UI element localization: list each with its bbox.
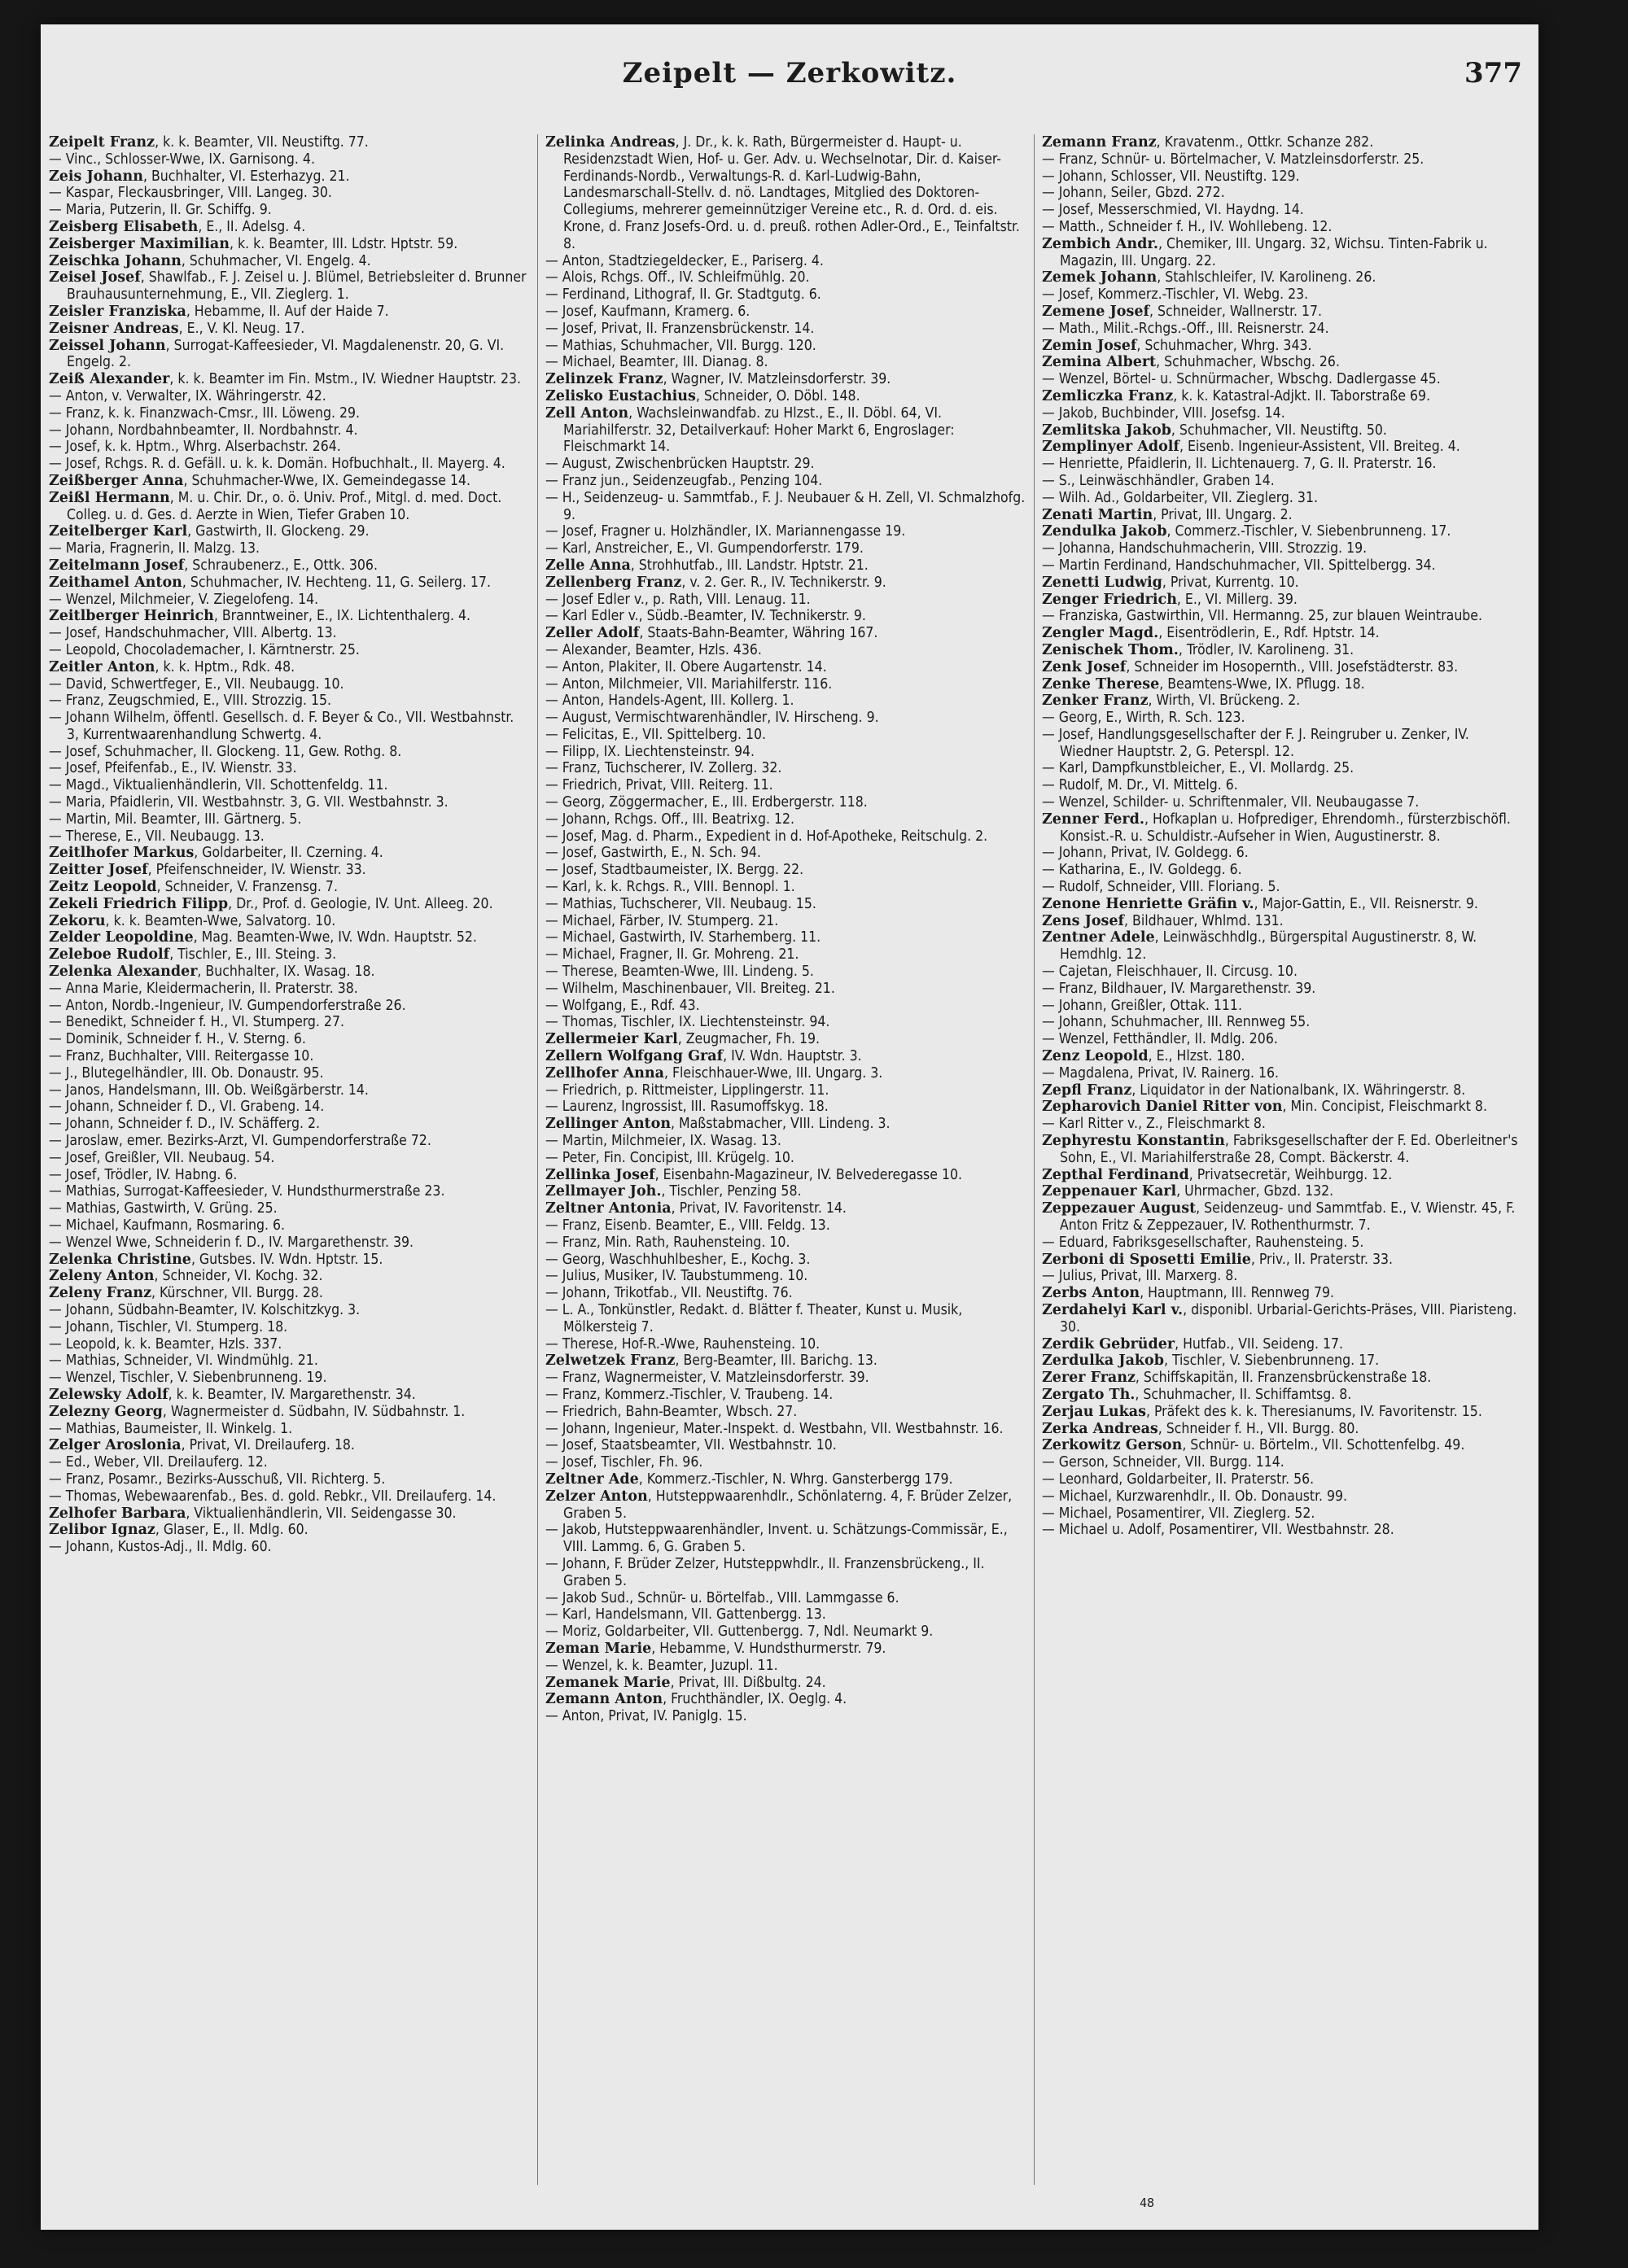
column-divider — [1034, 134, 1035, 2185]
directory-entry: — Laurenz, Ingrossist, III. Rasumoffskyg. 18. — [545, 1099, 829, 1116]
directory-entry: — Mathias, Baumeister, II. Winkelg. 1. — [49, 1420, 293, 1437]
directory-entry: Zelisko Eustachius, Schneider, O. Döbl. 148. — [545, 387, 860, 404]
directory-entry: — Eduard, Fabriksgesellschafter, Rauhensteing. 5. — [1042, 1234, 1364, 1251]
directory-entry: Zeißl Hermann, M. u. Chir. Dr., o. ö. Univ. Prof., Mitgl. d. med. Doct. Colleg. u. d. Ges. d. Aerzte in Wien, Tiefer Graben 10. — [49, 489, 502, 523]
directory-entry: — Franz, Posamr., Bezirks-Ausschuß, VII. Richterg. 5. — [49, 1470, 386, 1488]
directory-page — [41, 24, 1538, 2230]
directory-entry: — Johanna, Handschuhmacherin, VIII. Strozzig. 19. — [1042, 540, 1368, 557]
column-3 — [1042, 134, 1522, 2185]
directory-entry: — Peter, Fin. Concipist, III. Krügelg. 10. — [545, 1149, 794, 1166]
directory-entry: — Magd., Viktualienhändlerin, VII. Schottenfeldg. 11. — [49, 777, 388, 794]
directory-entry: Zeißberger Anna, Schuhmacher-Wwe, IX. Gemeindegasse 14. — [49, 472, 471, 489]
directory-entry: Zens Josef, Bildhauer, Whlmd. 131. — [1042, 912, 1284, 929]
directory-entry: — Julius, Privat, III. Marxerg. 8. — [1042, 1268, 1238, 1285]
directory-entry: — Franz, Tuchscherer, IV. Zollerg. 32. — [545, 760, 782, 777]
directory-entry: Zemplinyer Adolf, Eisenb. Ingenieur-Assistent, VII. Breiteg. 4. — [1042, 439, 1460, 456]
directory-entry: Zeisler Franziska, Hebamme, II. Auf der Haide 7. — [49, 303, 389, 320]
directory-entry: — Josef, Messerschmied, VI. Haydng. 14. — [1042, 202, 1304, 219]
directory-entry: Zeis Johann, Buchhalter, VI. Esterhazyg. 21. — [49, 168, 350, 185]
directory-entry: Zenker Franz, Wirth, VI. Brückeng. 2. — [1042, 693, 1301, 710]
directory-entry: Zerkowitz Gerson, Schnür- u. Börtelm., VII. Schottenfelbg. 49. — [1042, 1437, 1465, 1454]
directory-entry: — Josef, Fragner u. Holzhändler, IX. Mariannengasse 19. — [545, 523, 906, 540]
directory-entry: Zell Anton, Wachsleinwandfab. zu Hlzst., E., II. Döbl. 64, VI. Mariahilferstr. 32, Detailverkauf: Hoher Markt 6, Engroslager: Fleischmarkt 14. — [545, 404, 955, 456]
directory-entry: Zemek Johann, Stahlschleifer, IV. Karolineng. 26. — [1042, 269, 1376, 286]
directory-entry: — Jakob, Hutsteppwaarenhändler, Invent. u. Schätzungs-Commissär, E., VIII. Lammg. 6, G. Graben 5. — [545, 1522, 1008, 1556]
directory-entry: — Franziska, Gastwirthin, VII. Hermanng. 25, zur blauen Weintraube. — [1042, 608, 1482, 625]
directory-entry: Zerboni di Sposetti Emilie, Priv., II. Praterstr. 33. — [1042, 1251, 1394, 1268]
directory-entry: Zengler Magd., Eisentrödlerin, E., Rdf. Hptstr. 14. — [1042, 625, 1380, 642]
directory-entry: — Josef, Mag. d. Pharm., Expedient in d. Hof-Apotheke, Reitschulg. 2. — [545, 828, 988, 845]
directory-entry: — August, Vermischtwarenhändler, IV. Hirscheng. 9. — [545, 710, 879, 727]
directory-entry: Zerjau Lukas, Präfekt des k. k. Theresianums, IV. Favoritenstr. 15. — [1042, 1403, 1482, 1420]
directory-entry: — Josef, Trödler, IV. Habng. 6. — [49, 1166, 238, 1183]
directory-entry: — Michael, Kaufmann, Rosmaring. 6. — [49, 1217, 285, 1234]
page-title: Zeipelt — Zerkowitz. — [622, 57, 957, 90]
directory-entry: Zerdik Gebrüder, Hutfab., VII. Seideng. 17. — [1042, 1335, 1344, 1352]
directory-entry: Zeiß Alexander, k. k. Beamter im Fin. Mstm., IV. Wiedner Hauptstr. 23. — [49, 371, 522, 388]
directory-entry: Zergato Th., Schuhmacher, II. Schiffamtsg. 8. — [1042, 1386, 1352, 1403]
directory-entry: — Josef, Pfeifenfab., E., IV. Wienstr. 33. — [49, 760, 297, 777]
directory-entry: — Michael, Beamter, III. Dianag. 8. — [545, 354, 768, 371]
page-number: 377 — [1464, 57, 1522, 90]
directory-entry: — Friedrich, Privat, VIII. Reiterg. 11. — [545, 777, 773, 794]
directory-entry: — Josef Edler v., p. Rath, VIII. Lenaug. 11. — [545, 591, 811, 608]
directory-entry: Zelinka Andreas, J. Dr., k. k. Rath, Bürgermeister d. Haupt- u. Residenzstadt Wien, Hof- u. Ger. Adv. u. Wechselnotar, Dir. d. Kaiser-Ferdinands-Nordb., Verwaltungs-R. d. Karl-Ludwig-Bahn, Landesmarschall-Stellv. d. nö. Landtages, Mitglied des Doktoren-Collegiums, mehrerer gemeinnütziger Vereine etc., R. d. Ord. d. eis. Krone, d. Franz Josefs-Ord. u. d. preuß. rothen Adler-Ord., E., Teinfaltstr. 8. — [545, 134, 1020, 252]
directory-entry: — Math., Milit.-Rchgs.-Off., III. Reisnerstr. 24. — [1042, 320, 1329, 337]
directory-entry: Zenischek Thom., Trödler, IV. Karolineng. 31. — [1042, 641, 1354, 658]
directory-entry: Zeppenauer Karl, Uhrmacher, Gbzd. 132. — [1042, 1183, 1334, 1200]
directory-entry: — Mathias, Tuchscherer, VII. Neubaug. 15. — [545, 895, 816, 912]
directory-entry: — Johann, Schuhmacher, III. Rennweg 55. — [1042, 1014, 1311, 1031]
directory-entry: Zelger Aroslonia, Privat, VI. Dreilauferg. 18. — [49, 1437, 355, 1454]
directory-entry: — Franz, Kommerz.-Tischler, V. Traubeng. 14. — [545, 1386, 834, 1403]
directory-entry: — Wenzel, Schilder- u. Schriftenmaler, VII. Neubaugasse 7. — [1042, 794, 1420, 811]
directory-entry: — Wenzel, Tischler, V. Siebenbrunneng. 19. — [49, 1370, 327, 1387]
directory-entry: Zenke Therese, Beamtens-Wwe, IX. Pflugg. 18. — [1042, 675, 1365, 693]
directory-entry: — Anna Marie, Kleidermacherin, II. Praterstr. 38. — [49, 980, 358, 997]
directory-entry: — Ed., Weber, VII. Dreilauferg. 12. — [49, 1454, 268, 1471]
directory-entry: Zerdulka Jakob, Tischler, V. Siebenbrunneng. 17. — [1042, 1352, 1380, 1370]
directory-entry: — Johann, Trikotfab., VII. Neustiftg. 76. — [545, 1285, 793, 1302]
directory-entry: Zemann Anton, Fruchthändler, IX. Oeglg. 4. — [545, 1691, 847, 1708]
directory-entry: — Johann, Südbahn-Beamter, IV. Kolschitzkyg. 3. — [49, 1301, 361, 1318]
directory-entry: — Josef, Handlungsgesellschafter der F. J. Reingruber u. Zenker, IV. Wiedner Hauptstr. 2, G. Peterspl. 12. — [1042, 726, 1469, 760]
directory-entry: — Johann, Kustos-Adj., II. Mdlg. 60. — [49, 1539, 272, 1556]
directory-entry: Zelenka Alexander, Buchhalter, IX. Wasag. 18. — [49, 964, 375, 981]
directory-entry: Zembich Andr., Chemiker, III. Ungarg. 32, Wichsu. Tinten-Fabrik u. Magazin, III. Ungarg. 22. — [1042, 235, 1488, 269]
directory-entry: — Josef, Privat, II. Franzensbrückenstr. 14. — [545, 320, 815, 337]
directory-entry: Zeitelmann Josef, Schraubenerz., E., Ottk. 306. — [49, 557, 378, 574]
column-1 — [49, 134, 529, 2185]
directory-entry: Zemliczka Franz, k. k. Katastral-Adjkt. II. Taborstraße 69. — [1042, 387, 1431, 404]
directory-entry: — Jakob, Buchbinder, VIII. Josefsg. 14. — [1042, 404, 1285, 422]
directory-entry: — Anton, Handels-Agent, III. Kollerg. 1. — [545, 693, 794, 710]
directory-entry: Zellinger Anton, Maßstabmacher, VIII. Lindeng. 3. — [545, 1116, 891, 1133]
directory-entry: — Martin, Mil. Beamter, III. Gärtnerg. 5. — [49, 811, 302, 828]
directory-entry: — Mathias, Schuhmacher, VII. Burgg. 120. — [545, 337, 816, 354]
column-2 — [545, 134, 1026, 2185]
directory-entry: — Martin Ferdinand, Handschuhmacher, VII. Spittelbergg. 34. — [1042, 557, 1436, 574]
directory-entry: Zeipelt Franz, k. k. Beamter, VII. Neustiftg. 77. — [49, 134, 369, 151]
directory-entry: — L. A., Tonkünstler, Redakt. d. Blätter f. Theater, Kunst u. Musik, Mölkersteig 7. — [545, 1301, 963, 1335]
directory-entry: — Michael, Kurzwarenhdlr., II. Ob. Donaustr. 99. — [1042, 1488, 1347, 1505]
directory-entry: — Franz, Min. Rath, Rauhensteing. 10. — [545, 1234, 790, 1251]
directory-entry: — Johann, Schneider f. D., VI. Grabeng. 14. — [49, 1099, 325, 1116]
directory-entry: Zelinzek Franz, Wagner, IV. Matzleinsdorferstr. 39. — [545, 371, 891, 388]
directory-entry: Zeitlhofer Markus, Goldarbeiter, II. Czerning. 4. — [49, 845, 383, 862]
directory-entry: — Michael, Gastwirth, IV. Starhemberg. 11. — [545, 929, 821, 946]
directory-entry: — Johann, Seiler, Gbzd. 272. — [1042, 185, 1225, 202]
directory-entry: — Johann, Ingenieur, Mater.-Inspekt. d. Westbahn, VII. Westbahnstr. 16. — [545, 1420, 1004, 1437]
directory-entry: — Karl Edler v., Südb.-Beamter, IV. Technikerstr. 9. — [545, 608, 866, 625]
directory-entry: Zenger Friedrich, E., VI. Millerg. 39. — [1042, 591, 1298, 608]
directory-entry: — Franz, Bildhauer, IV. Margarethenstr. 39. — [1042, 980, 1316, 997]
directory-entry: — Michael, Färber, IV. Stumperg. 21. — [545, 912, 779, 929]
directory-entry: — Therese, Beamten-Wwe, III. Lindeng. 5. — [545, 964, 814, 981]
directory-entry: — Anton, Milchmeier, VII. Mariahilferstr. 116. — [545, 675, 833, 693]
directory-entry: Zekeli Friedrich Filipp, Dr., Prof. d. Geologie, IV. Unt. Alleeg. 20. — [49, 895, 493, 912]
directory-entry: — Anton, Plakiter, II. Obere Augartenstr. 14. — [545, 658, 827, 675]
directory-entry: — Wenzel, Fetthändler, II. Mdlg. 206. — [1042, 1031, 1278, 1048]
directory-entry: — Karl, Anstreicher, E., VI. Gumpendorferstr. 179. — [545, 540, 864, 557]
directory-entry: — S., Leinwäschhändler, Graben 14. — [1042, 472, 1275, 489]
directory-entry: Zellenberg Franz, v. 2. Ger. R., IV. Technikerstr. 9. — [545, 574, 886, 591]
directory-entry: — Franz jun., Seidenzeugfab., Penzing 104. — [545, 472, 823, 489]
directory-entry: Zeisberger Maximilian, k. k. Beamter, III. Ldstr. Hptstr. 59. — [49, 235, 458, 252]
directory-entry: Zenetti Ludwig, Privat, Kurrentg. 10. — [1042, 574, 1299, 591]
directory-entry: — Friedrich, Bahn-Beamter, Wbsch. 27. — [545, 1403, 798, 1420]
directory-entry: — Friedrich, p. Rittmeister, Lipplingerstr. 11. — [545, 1082, 829, 1099]
directory-entry: — Ferdinand, Lithograf, II. Gr. Stadtgutg. 6. — [545, 286, 821, 304]
directory-entry: — Leopold, k. k. Beamter, Hzls. 337. — [49, 1335, 282, 1352]
directory-entry: — Wenzel Wwe, Schneiderin f. D., IV. Margarethenstr. 39. — [49, 1234, 414, 1251]
directory-entry: — Franz, Wagnermeister, V. Matzleinsdorferstr. 39. — [545, 1370, 869, 1387]
directory-entry: — Felicitas, E., VII. Spittelberg. 10. — [545, 726, 766, 743]
directory-entry: — Johann, Nordbahnbeamter, II. Nordbahnstr. 4. — [49, 422, 358, 439]
directory-entry: Zelhofer Barbara, Viktualienhändlerin, VII. Seidengasse 30. — [49, 1505, 457, 1522]
directory-entry: Zeitlberger Heinrich, Branntweiner, E., IX. Lichtenthalerg. 4. — [49, 608, 470, 625]
directory-entry: — Mathias, Schneider, VI. Windmühlg. 21. — [49, 1352, 318, 1370]
directory-entry: — Josef, Rchgs. R. d. Gefäll. u. k. k. Domän. Hofbuchhalt., II. Mayerg. 4. — [49, 456, 505, 473]
directory-entry: Zelewsky Adolf, k. k. Beamter, IV. Margarethenstr. 34. — [49, 1386, 416, 1403]
directory-entry: Zeissel Johann, Surrogat-Kaffeesieder, VI. Magdalenenstr. 20, G. VI. Engelg. 2. — [49, 337, 505, 371]
directory-entry: — Vinc., Schlosser-Wwe, IX. Garnisong. 4. — [49, 151, 315, 168]
directory-entry: — Thomas, Webewaarenfab., Bes. d. gold. Rebkr., VII. Dreilauferg. 14. — [49, 1488, 497, 1505]
directory-entry: Zenone Henriette Gräfin v., Major-Gattin, E., VII. Reisnerstr. 9. — [1042, 895, 1478, 912]
printer-signature: 48 — [1140, 2196, 1155, 2210]
directory-entry: Zentner Adele, Leinwäschhdlg., Bürgerspital Augustinerstr. 8, W. Hemdhlg. 12. — [1042, 929, 1477, 964]
directory-entry: — Henriette, Pfaidlerin, II. Lichtenauerg. 7, G. II. Praterstr. 16. — [1042, 456, 1437, 473]
directory-entry: Zerbs Anton, Hauptmann, III. Rennweg 79. — [1042, 1285, 1334, 1302]
directory-entry: — Thomas, Tischler, IX. Liechtensteinstr. 94. — [545, 1014, 830, 1031]
directory-entry: Zephyrestu Konstantin, Fabriksgesellschafter der F. Ed. Oberleitner's Sohn, E., VI. Mariahilferstraße 28, Compt. Bäckerstr. 4. — [1042, 1133, 1518, 1166]
directory-entry: — Dominik, Schneider f. H., V. Sterng. 6. — [49, 1031, 306, 1048]
directory-entry: — Franz, k. k. Finanzwach-Cmsr., III. Löweng. 29. — [49, 404, 360, 422]
directory-entry: — Josef, Tischler, Fh. 96. — [545, 1454, 703, 1471]
directory-entry: Zeitz Leopold, Schneider, V. Franzensg. 7. — [49, 879, 338, 896]
directory-entry: — Franz, Zeugschmied, E., VIII. Strozzig. 15. — [49, 693, 332, 710]
directory-entry: — Matth., Schneider f. H., IV. Wohllebeng. 12. — [1042, 218, 1333, 235]
directory-entry: Zeleny Franz, Kürschner, VII. Burgg. 28. — [49, 1285, 323, 1302]
directory-entry: Zekoru, k. k. Beamten-Wwe, Salvatorg. 10. — [49, 912, 336, 929]
directory-entry: — Josef, k. k. Hptm., Whrg. Alserbachstr. 264. — [49, 439, 341, 456]
directory-entry: — Michael u. Adolf, Posamentirer, VII. Westbahnstr. 28. — [1042, 1522, 1394, 1539]
directory-entry: Zeleboe Rudolf, Tischler, E., III. Steing. 3. — [49, 946, 337, 964]
directory-entry: — Johann, Schlosser, VII. Neustiftg. 129. — [1042, 168, 1300, 185]
directory-entry: — Johann, Schneider f. D., IV. Schäfferg. 2. — [49, 1116, 320, 1133]
directory-entry: Zelibor Ignaz, Glaser, E., II. Mdlg. 60. — [49, 1522, 309, 1539]
directory-entry: Zelder Leopoldine, Mag. Beamten-Wwe, IV. Wdn. Hauptstr. 52. — [49, 929, 477, 946]
directory-entry: Zendulka Jakob, Commerz.-Tischler, V. Siebenbrunneng. 17. — [1042, 523, 1451, 540]
directory-entry: — Leopold, Chocolademacher, I. Kärntnerstr. 25. — [49, 641, 360, 658]
directory-entry: Zerka Andreas, Schneider f. H., VII. Burgg. 80. — [1042, 1420, 1359, 1437]
directory-entry: — Franz, Eisenb. Beamter, E., VIII. Feldg. 13. — [545, 1217, 830, 1234]
directory-entry: Zellermeier Karl, Zeugmacher, Fh. 19. — [545, 1031, 821, 1048]
directory-entry: Zeisner Andreas, E., V. Kl. Neug. 17. — [49, 320, 305, 337]
directory-columns — [49, 134, 1530, 2185]
directory-entry: Zeitler Anton, k. k. Hptm., Rdk. 48. — [49, 658, 295, 675]
directory-entry: Zeltner Ade, Kommerz.-Tischler, N. Whrg. Gansterbergg 179. — [545, 1470, 953, 1488]
directory-entry: — Mathias, Surrogat-Kaffeesieder, V. Hundsthurmerstraße 23. — [49, 1183, 445, 1200]
directory-entry: — Anton, Nordb.-Ingenieur, IV. Gumpendorferstraße 26. — [49, 997, 406, 1014]
directory-entry: — Georg, Zöggermacher, E., III. Erdbergerstr. 118. — [545, 794, 868, 811]
directory-entry: — Georg, Waschhuhlbesher, E., Kochg. 3. — [545, 1251, 811, 1268]
directory-entry: — Wenzel, k. k. Beamter, Juzupl. 11. — [545, 1657, 778, 1674]
directory-entry: — Josef, Gastwirth, E., N. Sch. 94. — [545, 845, 761, 862]
directory-entry: — Franz, Schnür- u. Börtelmacher, V. Matzleinsdorferstr. 25. — [1042, 151, 1424, 168]
directory-entry: — Julius, Musiker, IV. Taubstummeng. 10. — [545, 1268, 808, 1285]
directory-entry: — Johann Wilhelm, öffentl. Gesellsch. d. F. Beyer & Co., VII. Westbahnstr. 3, Kurrentwaarenhandlung Schwertg. 4. — [49, 710, 514, 743]
directory-entry: — Wilhelm, Maschinenbauer, VII. Breiteg. 21. — [545, 980, 835, 997]
directory-entry: — Leonhard, Goldarbeiter, II. Praterstr. 56. — [1042, 1470, 1315, 1488]
directory-entry: Zerdahelyi Karl v., disponibl. Urbarial-Gerichts-Präses, VIII. Piaristeng. 30. — [1042, 1301, 1517, 1335]
directory-entry: — Anton, Stadtziegeldecker, E., Pariserg. 4. — [545, 252, 824, 269]
directory-entry: Zellern Wolfgang Graf, IV. Wdn. Hauptstr. 3. — [545, 1048, 862, 1065]
directory-entry: Zemanek Marie, Privat, III. Dißbultg. 24. — [545, 1674, 826, 1691]
directory-entry: — Rudolf, M. Dr., VI. Mittelg. 6. — [1042, 777, 1238, 794]
directory-entry: — Katharina, E., IV. Goldegg. 6. — [1042, 862, 1242, 879]
directory-entry: Zellmayer Joh., Tischler, Penzing 58. — [545, 1183, 802, 1200]
directory-entry: — David, Schwertfeger, E., VII. Neubaugg. 10. — [49, 675, 344, 693]
directory-entry: Zeithamel Anton, Schuhmacher, IV. Hechteng. 11, G. Seilerg. 17. — [49, 574, 491, 591]
directory-entry: Zenner Ferd., Hofkaplan u. Hofprediger, Ehrendomh., fürsterzbischöfl. Konsist.-R. u. Schuldistr.-Aufseher in Wien, Augustinerstr. 8. — [1042, 811, 1511, 845]
directory-entry: — Alexander, Beamter, Hzls. 436. — [545, 641, 762, 658]
directory-entry: — Janos, Handelsmann, III. Ob. Weißgärberstr. 14. — [49, 1082, 369, 1099]
directory-entry: — Josef, Handschuhmacher, VIII. Albertg. 13. — [49, 625, 337, 642]
directory-entry: — Georg, E., Wirth, R. Sch. 123. — [1042, 710, 1245, 727]
directory-entry: — Johann, Rchgs. Off., III. Beatrixg. 12. — [545, 811, 795, 828]
directory-entry: Zelzer Anton, Hutsteppwaarenhdlr., Schönlaterng. 4, F. Brüder Zelzer, Graben 5. — [545, 1488, 1013, 1522]
directory-entry: — Magdalena, Privat, IV. Rainerg. 16. — [1042, 1064, 1280, 1082]
directory-entry: — Maria, Pfaidlerin, VII. Westbahnstr. 3, G. VII. Westbahnstr. 3. — [49, 794, 449, 811]
directory-entry: Zeltner Antonia, Privat, IV. Favoritenstr. 14. — [545, 1200, 847, 1217]
directory-entry: — Josef, Greißler, VII. Neubaug. 54. — [49, 1149, 275, 1166]
directory-entry: — Franz, Buchhalter, VIII. Reitergasse 10. — [49, 1048, 314, 1065]
directory-entry: Zeischka Johann, Schuhmacher, VI. Engelg. 4. — [49, 252, 371, 269]
directory-entry: Zeman Marie, Hebamme, V. Hundsthurmerstr. 79. — [545, 1640, 886, 1657]
directory-entry: — Jakob Sud., Schnür- u. Börtelfab., VIII. Lammgasse 6. — [545, 1589, 899, 1606]
directory-entry: — Maria, Putzerin, II. Gr. Schiffg. 9. — [49, 202, 272, 219]
directory-entry: Zellhofer Anna, Fleischhauer-Wwe, III. Ungarg. 3. — [545, 1064, 883, 1082]
directory-entry: — Therese, E., VII. Neubaugg. 13. — [49, 828, 265, 845]
directory-entry: — Josef, Schuhmacher, II. Glockeng. 11, Gew. Rothg. 8. — [49, 743, 402, 760]
page-header — [41, 57, 1538, 122]
directory-entry: Zelezny Georg, Wagnermeister d. Südbahn, IV. Südbahnstr. 1. — [49, 1403, 466, 1420]
column-divider — [537, 134, 538, 2185]
directory-entry: — August, Zwischenbrücken Hauptstr. 29. — [545, 456, 815, 473]
directory-entry: — Johann, Greißler, Ottak. 111. — [1042, 997, 1242, 1014]
directory-entry: Zepfl Franz, Liquidator in der Nationalbank, IX. Währingerstr. 8. — [1042, 1082, 1466, 1099]
directory-entry: — Wolfgang, E., Rdf. 43. — [545, 997, 700, 1014]
directory-entry: — Maria, Fragnerin, II. Malzg. 13. — [49, 540, 260, 557]
directory-entry: — Cajetan, Fleischhauer, II. Circusg. 10. — [1042, 964, 1298, 981]
directory-entry: — Martin, Milchmeier, IX. Wasag. 13. — [545, 1133, 781, 1150]
directory-entry: Zenati Martin, Privat, III. Ungarg. 2. — [1042, 506, 1293, 523]
directory-entry: Zelwetzek Franz, Berg-Beamter, III. Barichg. 13. — [545, 1352, 877, 1370]
directory-entry: — J., Blutegelhändler, III. Ob. Donaustr. 95. — [49, 1064, 324, 1082]
directory-entry: — Therese, Hof-R.-Wwe, Rauhensteing. 10. — [545, 1335, 821, 1352]
directory-entry: — Anton, v. Verwalter, IX. Währingerstr. 42. — [49, 387, 326, 404]
directory-entry: Zeisel Josef, Shawlfab., F. J. Zeisel u. J. Blümel, Betriebsleiter d. Brunner Brauhausunternehmung, E., VII. Zieglerg. 1. — [49, 269, 527, 304]
directory-entry: Zenz Leopold, E., Hlzst. 180. — [1042, 1048, 1245, 1065]
directory-entry: — Gerson, Schneider, VII. Burgg. 114. — [1042, 1454, 1284, 1471]
directory-entry: — Benedikt, Schneider f. H., VI. Stumperg. 27. — [49, 1014, 344, 1031]
directory-entry: — Karl, Handelsmann, VII. Gattenbergg. 13. — [545, 1606, 826, 1623]
directory-entry: Zellinka Josef, Eisenbahn-Magazineur, IV. Belvederegasse 10. — [545, 1166, 962, 1183]
directory-entry: Zemin Josef, Schuhmacher, Whrg. 343. — [1042, 337, 1312, 354]
directory-entry: Zemene Josef, Schneider, Wallnerstr. 17. — [1042, 303, 1323, 320]
directory-entry: — Johann, Tischler, VI. Stumperg. 18. — [49, 1318, 288, 1335]
directory-entry: — Johann, F. Brüder Zelzer, Hutsteppwhdlr., II. Franzensbrückeng., II. Graben 5. — [545, 1555, 985, 1589]
directory-entry: — Josef, Kaufmann, Kramerg. 6. — [545, 303, 751, 320]
directory-entry: — Johann, Privat, IV. Goldegg. 6. — [1042, 845, 1249, 862]
directory-entry: — Wenzel, Börtel- u. Schnürmacher, Wbschg. Dadlergasse 45. — [1042, 371, 1441, 388]
directory-entry: — Kaspar, Fleckausbringer, VIII. Langeg. 30. — [49, 185, 332, 202]
directory-entry: — Josef, Stadtbaumeister, IX. Bergg. 22. — [545, 862, 804, 879]
directory-entry: Zeitter Josef, Pfeifenschneider, IV. Wienstr. 33. — [49, 862, 366, 879]
directory-entry: Zemina Albert, Schuhmacher, Wbschg. 26. — [1042, 354, 1340, 371]
directory-entry: Zeleny Anton, Schneider, VI. Kochg. 32. — [49, 1268, 323, 1285]
directory-entry: — Karl, k. k. Rchgs. R., VIII. Bennopl. 1. — [545, 879, 795, 896]
directory-entry: Zeppezauer August, Seidenzeug- und Sammtfab. E., V. Wienstr. 45, F. Anton Fritz & Zeppezauer, IV. Rothenthurmstr. 7. — [1042, 1200, 1516, 1234]
directory-entry: — Rudolf, Schneider, VIII. Floriang. 5. — [1042, 879, 1280, 896]
directory-entry: — Karl Ritter v., Z., Fleischmarkt 8. — [1042, 1116, 1266, 1133]
directory-entry: Zelle Anna, Strohhutfab., III. Landstr. Hptstr. 21. — [545, 557, 869, 574]
directory-entry: Zeisberg Elisabeth, E., II. Adelsg. 4. — [49, 218, 306, 235]
directory-entry: Zenk Josef, Schneider im Hosopernth., VIII. Josefstädterstr. 83. — [1042, 658, 1459, 675]
directory-entry: — Moriz, Goldarbeiter, VII. Guttenbergg. 7, Ndl. Neumarkt 9. — [545, 1623, 934, 1641]
directory-entry: — Michael, Fragner, II. Gr. Mohreng. 21. — [545, 946, 799, 964]
directory-entry: — Michael, Posamentirer, VII. Zieglerg. 52. — [1042, 1505, 1315, 1522]
directory-entry: Zelenka Christine, Gutsbes. IV. Wdn. Hptstr. 15. — [49, 1251, 383, 1268]
directory-entry: — Karl, Dampfkunstbleicher, E., VI. Mollardg. 25. — [1042, 760, 1354, 777]
directory-entry: — Josef, Staatsbeamter, VII. Westbahnstr. 10. — [545, 1437, 837, 1454]
directory-entry: — Anton, Privat, IV. Paniglg. 15. — [545, 1708, 747, 1725]
directory-entry: Zerer Franz, Schiffskapitän, II. Franzensbrückenstraße 18. — [1042, 1370, 1432, 1387]
directory-entry: — Josef, Kommerz.-Tischler, VI. Webg. 23. — [1042, 286, 1309, 304]
directory-entry: — H., Seidenzeug- u. Sammtfab., F. J. Neubauer & H. Zell, VI. Schmalzhofg. 9. — [545, 489, 1026, 523]
directory-entry: — Alois, Rchgs. Off., IV. Schleifmühlg. 20. — [545, 269, 810, 286]
directory-entry: — Wenzel, Milchmeier, V. Ziegelofeng. 14. — [49, 591, 319, 608]
directory-entry: Zepharovich Daniel Ritter von, Min. Concipist, Fleischmarkt 8. — [1042, 1099, 1487, 1116]
directory-entry: Zeller Adolf, Staats-Bahn-Beamter, Währing 167. — [545, 625, 878, 642]
directory-entry: Zeitelberger Karl, Gastwirth, II. Glockeng. 29. — [49, 523, 370, 540]
directory-entry: — Filipp, IX. Liechtensteinstr. 94. — [545, 743, 755, 760]
directory-entry: Zemlitska Jakob, Schuhmacher, VII. Neustiftg. 50. — [1042, 422, 1387, 439]
directory-entry: Zemann Franz, Kravatenm., Ottkr. Schanze 282. — [1042, 134, 1374, 151]
directory-entry: Zepthal Ferdinand, Privatsecretär, Weihburgg. 12. — [1042, 1166, 1393, 1183]
directory-entry: — Jaroslaw, emer. Bezirks-Arzt, VI. Gumpendorferstraße 72. — [49, 1133, 431, 1150]
directory-entry: — Wilh. Ad., Goldarbeiter, VII. Zieglerg. 31. — [1042, 489, 1318, 506]
directory-entry: — Mathias, Gastwirth, V. Grüng. 25. — [49, 1200, 278, 1217]
